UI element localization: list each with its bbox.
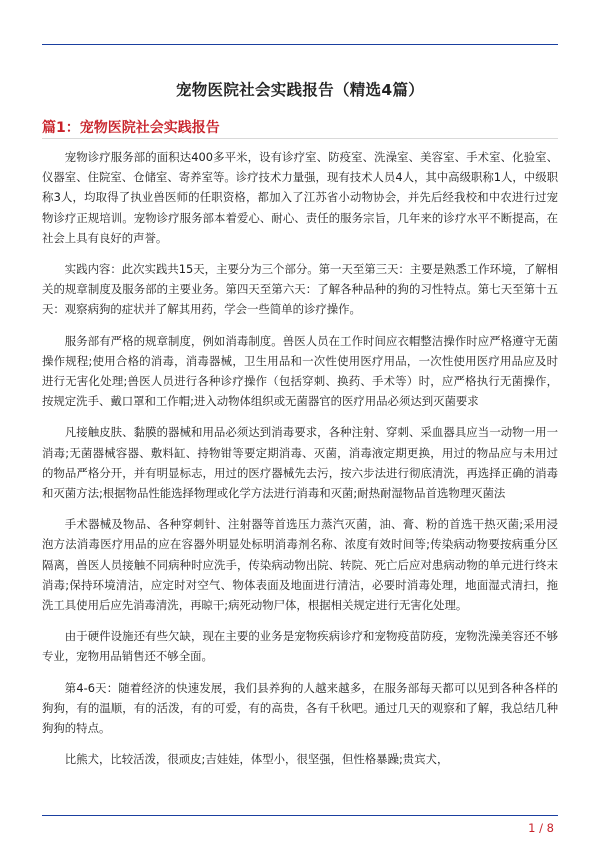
paragraph: 实践内容：此次实践共15天，主要分为三个部分。第一天至第三天：主要是熟悉工作环境，了解相关的规章制度及服务部的主要业务。第四天至第六天：了解各种品种的狗的习性特点。第七天至第十五天：观察病狗的症状并了解其用药，学会一些简单的诊疗操作。 xyxy=(42,262,558,317)
section-heading: 篇1：宠物医院社会实践报告 xyxy=(42,120,220,136)
paragraph: 服务部有严格的规章制度，例如消毒制度。兽医人员在工作时间应衣帽整洁操作时应严格遵守无菌操作规程;使用合格的消毒，消毒器械，卫生用品和一次性使用医疗用品，一次性使用医疗用品应及时进行无害化处理;兽医人员进行各种诊疗操作（包括穿刺、换药、手术等）时，应严格执行无菌操作，按规定洗手、戴口罩和工作帽;进入动物体组织或无菌器官的医疗用品必须达到灭菌要求 xyxy=(42,333,558,409)
paragraph: 凡接触皮肤、黏膜的器械和用品必须达到消毒要求，各种注射、穿刺、采血器具应当一动物一用一消毒;无菌器械容器、敷料缸、持物钳等要定期消毒、灭菌，消毒液定期更换，用过的物品应与未用过的物品严格分开，并有明显标志，用过的医疗器械先去污，按六步法进行彻底清洗，再选择正确的消毒和灭菌方法;根据物品性能选择物理或化学方法进行消毒和灭菌;耐热耐湿物品首选物理灭菌法 xyxy=(42,425,558,501)
paragraph: 宠物诊疗服务部的面积达400多平米，设有诊疗室、防疫室、洗澡室、美容室、手术室、化验室、仪器室、住院室、仓储室、寄养室等。诊疗技术力量强，现有技术人员4人，其中高级职称1人，中级职称3人，均取得了执业兽医师的任职资格，都加入了江苏省小动物协会，并先后经我校和中农进行过宠物诊疗正规培训。宠物诊疗服务部本着爱心、耐心、责任的服务宗旨，几年来的诊疗水平不断提高，在社会上具有良好的声誉。 xyxy=(42,150,558,245)
document-title: 宠物医院社会实践报告（精选4篇） xyxy=(175,81,425,99)
paragraph: 比熊犬，比较活泼，很顽皮;吉娃娃，体型小，很坚强，但性格暴躁;贵宾犬， xyxy=(64,752,449,767)
paragraph: 由于硬件设施还有些欠缺，现在主要的业务是宠物疾病诊疗和宠物疫苗防疫，宠物洗澡美容还不够专业，宠物用品销售还不够全面。 xyxy=(42,629,558,664)
paragraph: 手术器械及物品、各种穿刺针、注射器等首选压力蒸汽灭菌，油、膏、粉的首选干热灭菌;采用浸泡方法消毒医疗用品的应在容器外明显处标明消毒剂名称、浓度有效时间等;传染病动物要按病重分区隔离，兽医人员接触不同病种时应洗手，传染病动物出院、转院、死亡后应对患病动物的单元进行终末消毒;保持环境清洁，应定时对空气、物体表面及地面进行清洁，必要时消毒处理，地面湿式清扫，拖洗工具使用后应先消毒清洗，再晾干;病死动物尸体，根据相关规定进行无害化处理。 xyxy=(42,517,558,613)
page-number: 1 / 8 xyxy=(528,821,554,835)
document-body xyxy=(42,147,558,780)
paragraph: 第4-6天：随着经济的快速发展，我们县养狗的人越来越多，在服务部每天都可以见到各种各样的狗狗，有的温顺，有的活泼，有的可爱，有的高贵，各有千秋吧。通过几天的观察和了解，我总结几种狗狗的特点。 xyxy=(42,680,558,736)
footer-rule xyxy=(42,815,558,816)
header-rule xyxy=(42,44,558,45)
section-divider xyxy=(42,138,558,139)
